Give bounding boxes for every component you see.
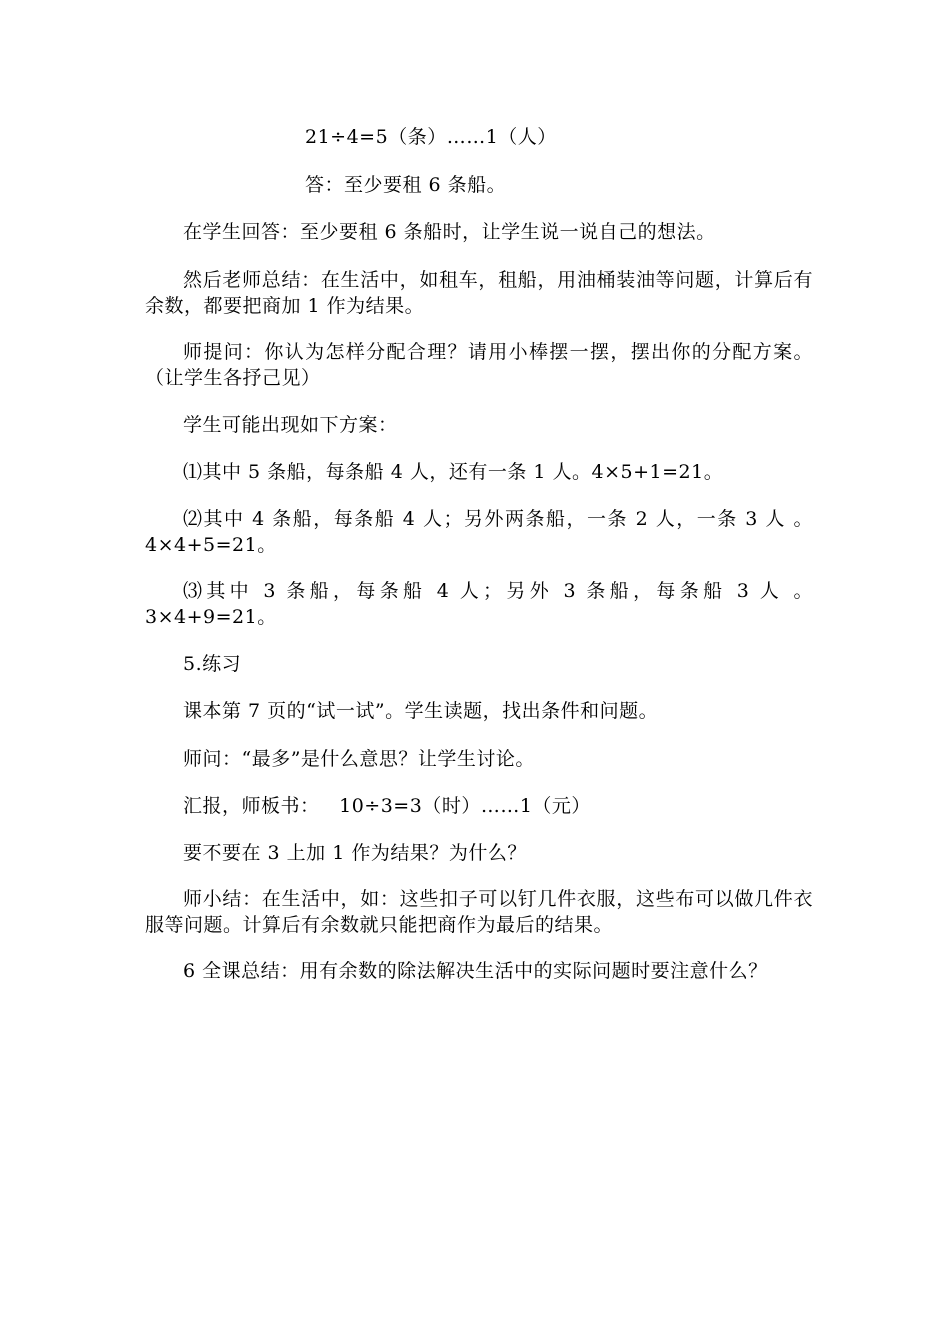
paragraph: 师问：“最多”是什么意思？让学生讨论。 [183, 748, 535, 770]
section-heading: 5.练习 [183, 653, 242, 675]
paragraph: 学生可能出现如下方案： [183, 414, 398, 436]
paragraph: 师小结：在生活中，如：这些扣子可以钉几件衣服，这些布可以做几件衣服等问题。计算后有余数就只能把商作为最后的结果。 [145, 888, 813, 936]
option-item: ⑴其中 5 条船，每条船 4 人，还有一条 1 人。4×5+1=21。 [183, 461, 724, 483]
option-item: ⑶其中 3 条船，每条船 4 人；另外 3 条船，每条船 3 人 。3×4+9=21。 [145, 580, 813, 628]
paragraph: 6 全课总结：用有余数的除法解决生活中的实际问题时要注意什么？ [183, 960, 768, 982]
paragraph: 汇报，师板书： 10÷3=3（时）……1（元） [183, 795, 591, 817]
equation-line: 21÷4=5（条）……1（人） [305, 126, 557, 148]
answer-line: 答：至少要租 6 条船。 [305, 174, 507, 196]
paragraph: 然后老师总结：在生活中，如租车，租船，用油桶装油等问题，计算后有余数，都要把商加 1 作为结果。 [145, 269, 813, 317]
paragraph: 要不要在 3 上加 1 作为结果？为什么？ [183, 842, 527, 864]
option-item: ⑵其中 4 条船，每条船 4 人；另外两条船，一条 2 人，一条 3 人 。4×4+5=21。 [145, 508, 813, 556]
paragraph: 师提问：你认为怎样分配合理？请用小棒摆一摆，摆出你的分配方案。（让学生各抒己见） [145, 341, 813, 389]
paragraph: 在学生回答：至少要租 6 条船时，让学生说一说自己的想法。 [183, 221, 716, 243]
paragraph: 课本第 7 页的“试一试”。学生读题，找出条件和问题。 [183, 700, 659, 722]
